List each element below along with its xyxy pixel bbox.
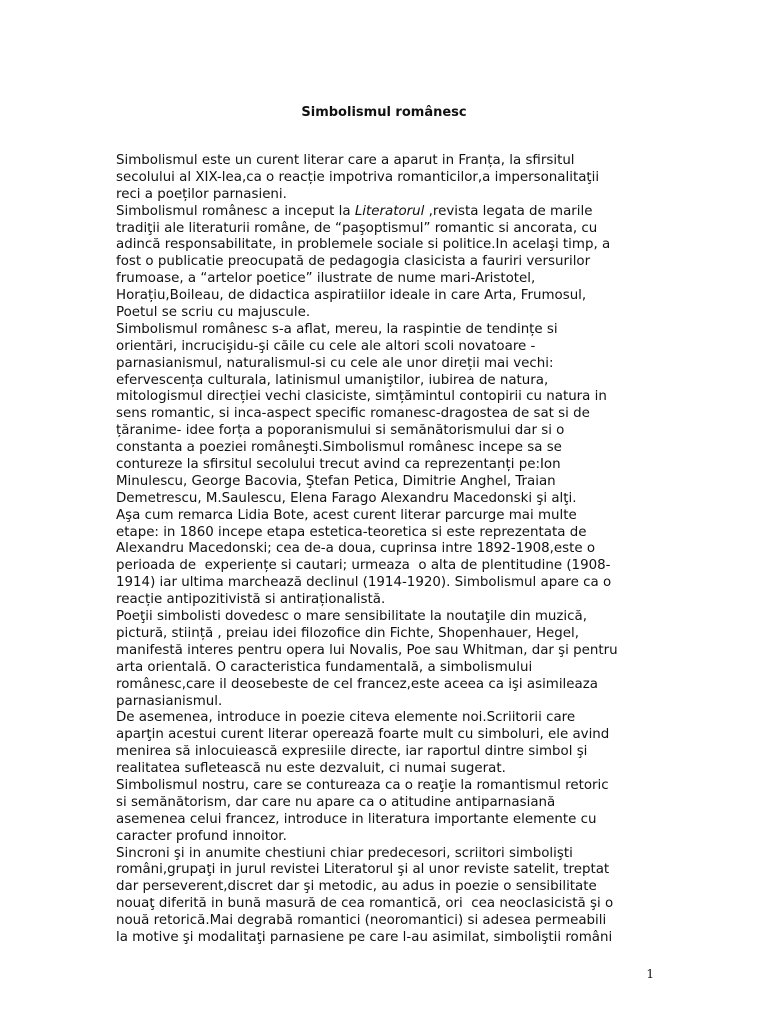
text-line bbox=[116, 457, 661, 474]
text-segment: parnasianismul, naturalismul-si cu cele ale unor direții mai vechi: bbox=[116, 355, 554, 371]
text-segment: Sincroni şi in anumite chestiuni chiar predecesori, scriitori simbolişti bbox=[116, 845, 573, 861]
text-segment: contureze la sfirsitul secolului trecut avind ca reprezentanți pe:Ion bbox=[116, 457, 561, 473]
body-text bbox=[116, 153, 661, 947]
text-line bbox=[116, 491, 661, 508]
text-segment: si semănătorism, dar care nu apare ca o atitudine antiparnasiană bbox=[116, 794, 556, 810]
text-segment: menirea să inlocuiească expresiile directe, iar raportul dintre simbol şi bbox=[116, 744, 588, 760]
text-line bbox=[116, 575, 661, 592]
text-line bbox=[116, 305, 661, 322]
text-line bbox=[116, 694, 661, 711]
text-segment: românesc,care il deosebeste de cel francez,este aceea ca işi asimileaza bbox=[116, 676, 598, 692]
text-line bbox=[116, 609, 661, 626]
text-line bbox=[116, 795, 661, 812]
text-segment: Horațiu,Boileau, de didactica aspiratiilor ideale in care Arta, Frumosul, bbox=[116, 288, 587, 304]
text-segment: români,grupaţi in jurul revistei Literatorul şi al unor reviste satelit, treptat bbox=[116, 862, 610, 878]
text-line bbox=[116, 525, 661, 542]
text-line bbox=[116, 677, 661, 694]
text-segment: orientări, incrucişidu-şi căile cu cele ale altori scoli novatoare - bbox=[116, 338, 536, 354]
text-segment: reacție antipozitivistă si antiraționalistă. bbox=[116, 592, 386, 608]
text-line bbox=[116, 592, 661, 609]
text-line bbox=[116, 812, 661, 829]
text-line bbox=[116, 541, 661, 558]
text-line bbox=[116, 474, 661, 491]
text-line bbox=[116, 187, 661, 204]
text-segment: nouă retorică.Mai degrabă romantici (neoromantici) si adesea permeabili bbox=[116, 913, 607, 929]
text-segment: Poetul se scriu cu majuscule. bbox=[116, 305, 311, 321]
text-segment: pictură, stiință , preiau idei filozofice din Fichte, Shopenhauer, Hegel, bbox=[116, 625, 579, 641]
text-line bbox=[116, 389, 661, 406]
text-segment: arta orientală. O caracteristica fundamentală, a simbolismului bbox=[116, 659, 533, 675]
text-line bbox=[116, 660, 661, 677]
text-line bbox=[116, 440, 661, 457]
text-segment: manifestă interes pentru opera lui Novalis, Poe sau Whitman, dar şi pentru bbox=[116, 642, 618, 658]
text-segment: tradiţii ale literaturii române, de “paşoptismul” romantic si ancorata, cu bbox=[116, 220, 598, 236]
text-segment: Demetrescu, M.Saulescu, Elena Farago Alexandru Macedonski şi alţi. bbox=[116, 490, 577, 506]
text-segment: sens romantic, si inca-aspect specific romanesc-dragostea de sat si de bbox=[116, 406, 590, 422]
text-segment: fost o publicatie preocupată de pedagogia clasicista a fauriri versurilor bbox=[116, 254, 591, 270]
text-line bbox=[116, 778, 661, 795]
text-line bbox=[116, 558, 661, 575]
italic-title: Literatorul bbox=[354, 203, 425, 219]
text-line bbox=[116, 237, 661, 254]
text-line bbox=[116, 288, 661, 305]
text-segment: realitatea sufletească nu este dezvaluit, ci numai sugerat. bbox=[116, 761, 506, 777]
text-segment: Simbolismul nostru, care se contureaza ca o reaţie la romantismul retoric bbox=[116, 777, 609, 793]
text-segment: Simbolismul românesc s-a aflat, mereu, la raspintie de tendințe si bbox=[116, 321, 558, 337]
page-number: 1 bbox=[646, 967, 654, 981]
text-segment: caracter profund innoitor. bbox=[116, 828, 287, 844]
text-line bbox=[116, 710, 661, 727]
text-segment: mitologismul direcției vechi clasiciste, simțămintul contopirii cu natura in bbox=[116, 389, 607, 405]
text-segment: adincă responsabilitate, in problemele sociale si politice.In acelaşi timp, a bbox=[116, 237, 611, 253]
text-line bbox=[116, 896, 661, 913]
text-segment: țăranime- idee forța a poporanismului si semănătorismului dar si o bbox=[116, 423, 565, 439]
text-segment: secolului al XIX-lea,ca o reacție impotriva romanticilor,a impersonalitaţii bbox=[116, 169, 600, 185]
text-line bbox=[116, 254, 661, 271]
text-line bbox=[116, 846, 661, 863]
text-line bbox=[116, 423, 661, 440]
text-line bbox=[116, 829, 661, 846]
text-line bbox=[116, 153, 661, 170]
text-segment: frumoase, a “artelor poetice” ilustrate de nume mari-Aristotel, bbox=[116, 271, 536, 287]
text-line bbox=[116, 643, 661, 660]
text-line bbox=[116, 744, 661, 761]
text-line bbox=[116, 339, 661, 356]
text-segment: constanta a poeziei româneşti.Simbolismul românesc incepe sa se bbox=[116, 440, 562, 456]
text-segment: parnasianismul. bbox=[116, 693, 223, 709]
text-line bbox=[116, 356, 661, 373]
text-segment: etape: in 1860 incepe etapa estetica-teoretica si este reprezentata de bbox=[116, 524, 587, 540]
text-line bbox=[116, 879, 661, 896]
text-line bbox=[116, 508, 661, 525]
text-line bbox=[116, 204, 661, 221]
text-line bbox=[116, 930, 661, 947]
text-segment: Simbolismul este un curent literar care a aparut in Franța, la sfirsitul bbox=[116, 153, 575, 168]
text-line bbox=[116, 170, 661, 187]
text-line bbox=[116, 626, 661, 643]
text-line bbox=[116, 862, 661, 879]
text-segment: reci a poeților parnasieni. bbox=[116, 186, 287, 202]
text-line bbox=[116, 373, 661, 390]
text-segment: nouaţ diferită in bună masură de cea romantică, ori cea neoclasicistă şi o bbox=[116, 896, 614, 912]
text-segment: 1914) iar ultima marchează declinul (1914-1920). Simbolismul apare ca o bbox=[116, 575, 612, 591]
text-line bbox=[116, 271, 661, 288]
text-line bbox=[116, 221, 661, 238]
text-segment: Simbolismul românesc a inceput la bbox=[116, 203, 355, 219]
text-segment: Minulescu, George Bacovia, Ştefan Petica, Dimitrie Anghel, Traian bbox=[116, 473, 556, 489]
text-segment: aparţin acestui curent literar operează foarte mult cu simboluri, ele avind bbox=[116, 727, 610, 743]
text-segment: De asemenea, introduce in poezie citeva elemente noi.Scriitorii care bbox=[116, 710, 576, 726]
text-segment: dar perseverent,discret dar şi metodic, au adus in poezie o sensibilitate bbox=[116, 879, 597, 895]
text-segment: asemenea celui francez, introduce in literatura importante elemente cu bbox=[116, 811, 597, 827]
text-line bbox=[116, 322, 661, 339]
text-segment: la motive şi modalitaţi parnasiene pe care l-au asimilat, simboliştii români bbox=[116, 929, 613, 945]
text-segment: perioada de experiențe si cautari; urmeaza o alta de plentitudine (1908- bbox=[116, 558, 611, 574]
text-line bbox=[116, 727, 661, 744]
text-segment: ,revista legata de marile bbox=[424, 203, 593, 219]
text-segment: Poeţii simbolisti dovedesc o mare sensibilitate la noutaţile din muzică, bbox=[116, 609, 587, 625]
text-line bbox=[116, 761, 661, 778]
text-segment: Aşa cum remarca Lidia Bote, acest curent literar parcurge mai multe bbox=[116, 507, 577, 523]
text-segment: efervescența culturala, latinismul umaniştilor, iubirea de natura, bbox=[116, 372, 549, 388]
text-segment: Alexandru Macedonski; cea de-a doua, cuprinsa intre 1892-1908,este o bbox=[116, 541, 596, 557]
text-line bbox=[116, 406, 661, 423]
document-title: Simbolismul românesc bbox=[301, 105, 467, 120]
text-line bbox=[116, 913, 661, 930]
